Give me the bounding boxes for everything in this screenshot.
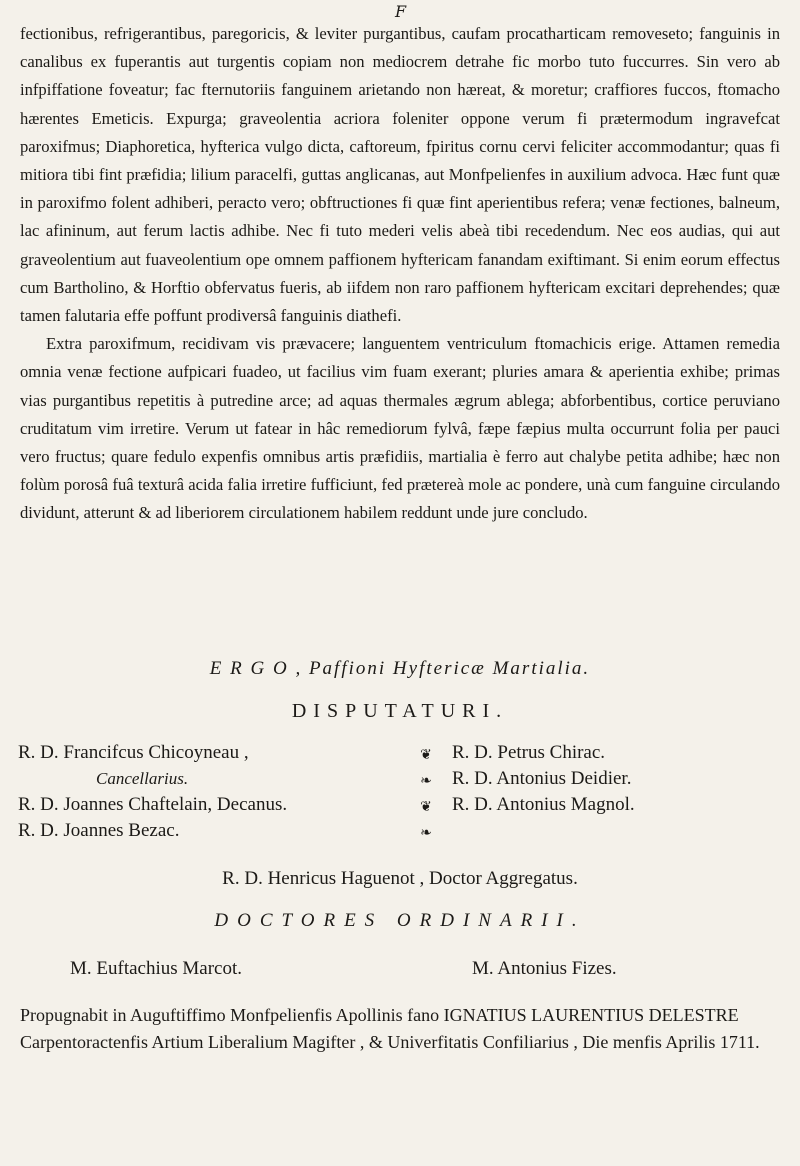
chancellor-name: R. D. Francifcus Chicoyneau , bbox=[18, 742, 249, 763]
propugnabit-statement: Propugnabit in Auguftiffimo Monfpelienfis Apollinis fano IGNATIUS LAURENTIUS DELESTRE Carpentoractenfis Artium Liberalium Magifter , & Univerfitatis Confiliarius , Die menfis Aprilis 1711. bbox=[20, 1005, 760, 1052]
fleuron-divider-ornament: ❦ ❧ ❦ ❧ bbox=[420, 747, 432, 841]
ergo-conclusion: E R G O , Paffioni Hyftericæ Martialia. bbox=[209, 658, 591, 679]
president-line: R. D. Henricus Haguenot , Doctor Aggregatus. bbox=[222, 868, 578, 889]
signature-mark: F bbox=[395, 2, 407, 21]
paragraph-2: Extra paroxifmum, recidivam vis prævacere; languentem ventriculum ftomachicis erige. Attamen remedia omnia venæ fectione aufpicari fuadeo, ut facilius vim fuam exerant; pluries amara & aperientia exhibe; primas vias purgantibus repetitis à putredine arce; ad aquas thermales ægrum ablega; abforbentibus, cortice peruviano cruditatum vim irretire. Verum ut fatear in hâc remediorum fylvâ, fæpe fæpius multa occurrunt folia per pauci vero fructus; quare fedulo expenfis omnibus artis præfidiis, martialia è ferro aut chalybe petita adhibe; hæc non folùm porosâ fuâ texturâ acida falia irretire fufficiunt, fed prætereà mole ac pondere, unà cum fanguine circulando dividunt, atterunt & ad liberiorem circulationem habilem reddunt unde jure concludo. bbox=[20, 334, 780, 523]
doctor-marcot: M. Euftachius Marcot. bbox=[70, 958, 243, 979]
doctores-ordinarii-heading: DOCTORES ORDINARII. bbox=[214, 910, 586, 931]
chancellor-title: Cancellarius. bbox=[96, 769, 189, 788]
paragraph-1: fectionibus, refrigerantibus, paregoricis, & leviter purgantibus, caufam procatharticam removeseto; fanguinis in canalibus ex fuperantis aut turgentis copiam non mediocrem detrahe fic morbo tuto fuccurres. Sin vero ab infpiffatione foveatur; fac fternutoriis fanguinem arietando non hæreat, & moretur; craffiores fuccos, ftomacho hærentes Emeticis. Expurga; graveolentia acriora foleniter oppone verum fi prætermodum ingravefcat paroxifmus; Diaphoretica, hyfterica vulgo dicta, caftoreum, fpiritus cornu cervi feliciter accommodantur; quas fi mitiora tibi fint præfidia; lilium paracelfi, guttas anglicanas, aut Monfpelienfes in auxilium advoca. Hæc funt quæ in paroxifmo folent adhiberi, peracto vero; obftructiones fi quæ fint aperientibus refera; venæ fectiones, balneum, lac afininum, aut ferum lactis adhibe. Nec fi tuto mederi velis abeà tibi recedendum. Nec eos audias, qui aut graveolentium aut fuaveolentium ope omnem paffionem hyftericam fanandam exiftimant. Si enim eorum effectus cum Bartholino, & Horftio obfervatus fueris, ab iifdem non raro paffionem hyftericam excitari deprehendes; quæ tamen falutaria effe poffunt prodiversâ fanguinis diathefi. bbox=[20, 24, 780, 326]
thesis-body bbox=[20, 20, 780, 528]
left-examiners bbox=[18, 740, 368, 844]
dean-name: R. D. Joannes Chaftelain, Decanus. bbox=[18, 794, 288, 815]
doctor-fizes: M. Antonius Fizes. bbox=[472, 958, 617, 979]
right-examiners bbox=[452, 740, 792, 818]
doctor-chirac: R. D. Petrus Chirac. bbox=[452, 742, 606, 763]
doctor-deidier: R. D. Antonius Deidier. bbox=[452, 768, 632, 789]
doctor-magnol: R. D. Antonius Magnol. bbox=[452, 794, 635, 815]
disputaturi-heading: DISPUTATURI. bbox=[291, 700, 509, 722]
doctor-bezac: R. D. Joannes Bezac. bbox=[18, 820, 180, 841]
